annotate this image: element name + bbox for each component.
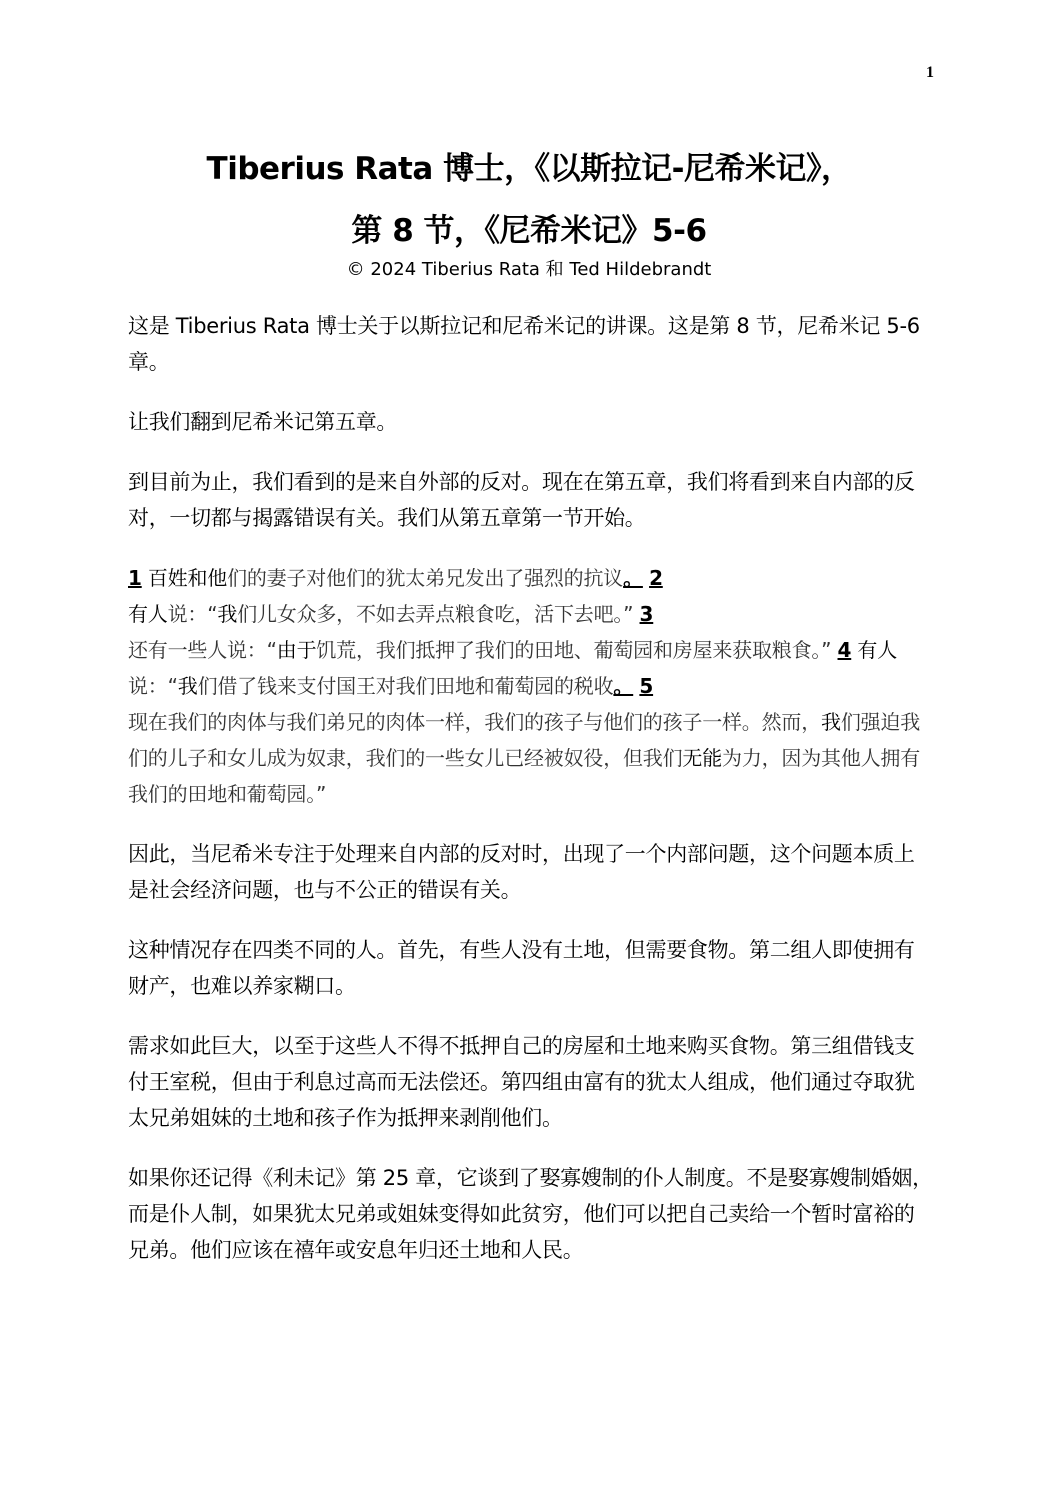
verse-5-we: 我 xyxy=(821,710,841,734)
verse-3-text: 饥荒，我们抵押了我们的田地、葡萄园和房屋来获取粮食。” xyxy=(316,638,832,662)
paragraph-four-groups: 这种情况存在四类不同的人。首先，有些人没有土地，但需要食物。第二组人即使拥有财产，也难以养家糊口。 xyxy=(128,938,915,998)
verse-number-3: 3 xyxy=(639,602,654,626)
document-title-line-2: 第 8 节，《尼希米记》5-6 xyxy=(351,213,707,249)
verse-number-2: 2 xyxy=(649,566,663,590)
paragraph-internal-problem: 因此，当尼希米专注于处理来自内部的反对时，出现了一个内部问题，这个问题本质上是社会经济问题，也与不公正的错误有关。 xyxy=(128,842,915,902)
verse-3-lead: 还有一些人说：“ xyxy=(128,638,277,662)
verse-1-text: 们的妻子对他们的犹太弟兄发出了强烈的抗议 xyxy=(227,566,624,590)
copyright-line: © 2024 Tiberius Rata 和 Ted Hildebrandt xyxy=(346,259,712,280)
verse-5-text-b: 们强迫我们的儿子和女儿成为奴隶，我们的一些女儿已经被奴役，但我们 xyxy=(128,710,921,770)
verse-4-we: 我 xyxy=(177,674,198,698)
verse-4-end: 。 xyxy=(613,674,634,698)
document-title-line-1: Tiberius Rata 博士，《以斯拉记-尼希米记》， xyxy=(206,151,852,187)
verse-1-end: 。 xyxy=(623,566,643,590)
paragraph-turn-to-chapter: 让我们翻到尼希米记第五章。 xyxy=(128,410,398,434)
verse-2-we: 我 xyxy=(217,602,238,626)
verse-2-text: 们儿女众多，不如去弄点粮食吃，活下去吧。” xyxy=(237,602,634,626)
paragraph-leviticus: 如果你还记得《利未记》第 25 章，它谈到了娶寡嫂制的仆人制度。不是娶寡嫂制婚姻，而是仆人制，如果犹太兄弟或姐妹变得如此贫穷，他们可以把自己卖给一个暂时富裕的兄弟。他们应该在禧年或安息年归还土地和人民。 xyxy=(128,1166,933,1262)
verse-5-helpless: 无能 xyxy=(682,746,723,770)
verse-2-lead: 有人 xyxy=(128,602,168,626)
title-block xyxy=(0,138,1058,284)
verse-4-text: 们借了钱来支付国王对我们田地和葡萄园的税收 xyxy=(197,674,614,698)
document-body xyxy=(128,308,934,1292)
paragraph-mortgage: 需求如此巨大，以至于这些人不得不抵押自己的房屋和土地来购买食物。第三组借钱支付王室税，但由于利息过高而无法偿还。第四组由富有的犹太人组成，他们通过夺取犹太兄弟姐妹的土地和孩子作为抵押来剥削他们。 xyxy=(128,1034,915,1130)
verse-5-text-a: 现在我们的肉体与我们弟兄的肉体一样，我们的孩子与他们的孩子一样。然而， xyxy=(128,710,821,734)
paragraph-opposition: 到目前为止，我们看到的是来自外部的反对。现在在第五章，我们将看到来自内部的反对，一切都与揭露错误有关。我们从第五章第一节开始。 xyxy=(128,470,915,530)
intro-paragraph: 这是 Tiberius Rata 博士关于以斯拉记和尼希米记的讲课。这是第 8 节，尼希米记 5-6 章。 xyxy=(128,314,920,374)
verse-3-because: 由于 xyxy=(276,638,317,662)
scripture-quote xyxy=(128,560,934,812)
page-number: 1 xyxy=(926,64,934,81)
verse-number-1: 1 xyxy=(128,566,142,590)
verse-number-5: 5 xyxy=(639,674,654,698)
verse-1-lead: 百姓和他 xyxy=(141,566,228,590)
verse-4-lead: 有人 xyxy=(851,638,897,662)
verse-5-text-c: 为力，因为其他人拥有我们的田地和葡萄园。” xyxy=(128,746,921,806)
verse-4-said: 说：“ xyxy=(128,674,178,698)
verse-2-said: 说：“ xyxy=(167,602,218,626)
verse-number-4: 4 xyxy=(837,638,852,662)
